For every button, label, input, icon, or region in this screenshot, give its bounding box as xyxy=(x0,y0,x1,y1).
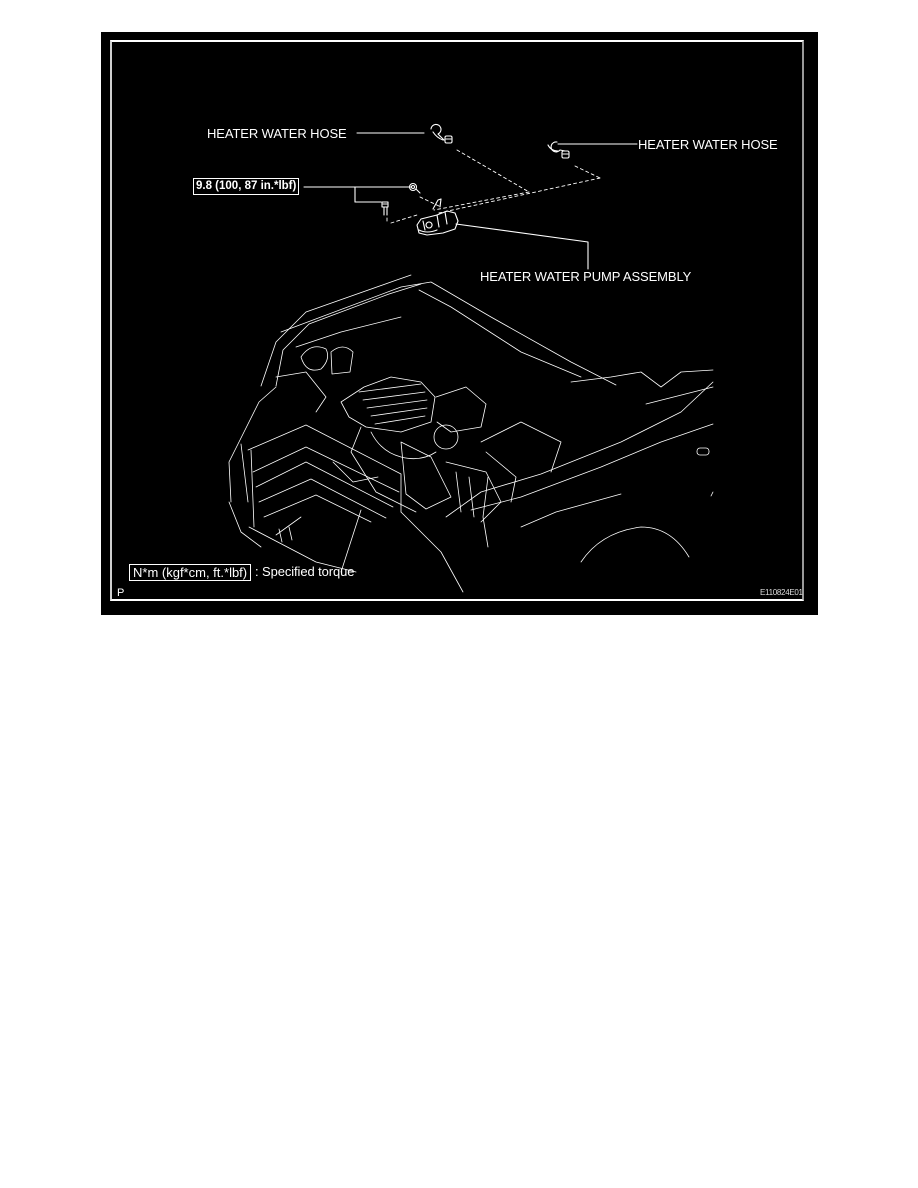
figure-id: E110824E01 xyxy=(760,588,803,597)
service-diagram-figure xyxy=(101,32,818,615)
water-pump-icon xyxy=(417,199,458,235)
torque-spec-box: 9.8 (100, 87 in.*lbf) xyxy=(193,178,299,195)
diagram-artwork xyxy=(101,32,818,615)
corner-mark: P xyxy=(117,587,125,599)
callout-heater-water-pump-assembly: HEATER WATER PUMP ASSEMBLY xyxy=(480,269,692,284)
callout-heater-water-hose-left: HEATER WATER HOSE xyxy=(207,126,347,141)
bolt-icon xyxy=(410,184,421,194)
legend-torque-unit-box: N*m (kgf*cm, ft.*lbf) xyxy=(129,564,251,581)
assembly-dashed-lines xyxy=(387,150,600,224)
bolt-icon xyxy=(382,202,388,215)
leader-lines xyxy=(304,133,637,269)
hose-clamp-icon xyxy=(431,124,452,143)
callout-heater-water-hose-right: HEATER WATER HOSE xyxy=(638,137,778,152)
legend-description: : Specified torque xyxy=(255,564,355,579)
engine-bay-illustration xyxy=(229,275,713,592)
